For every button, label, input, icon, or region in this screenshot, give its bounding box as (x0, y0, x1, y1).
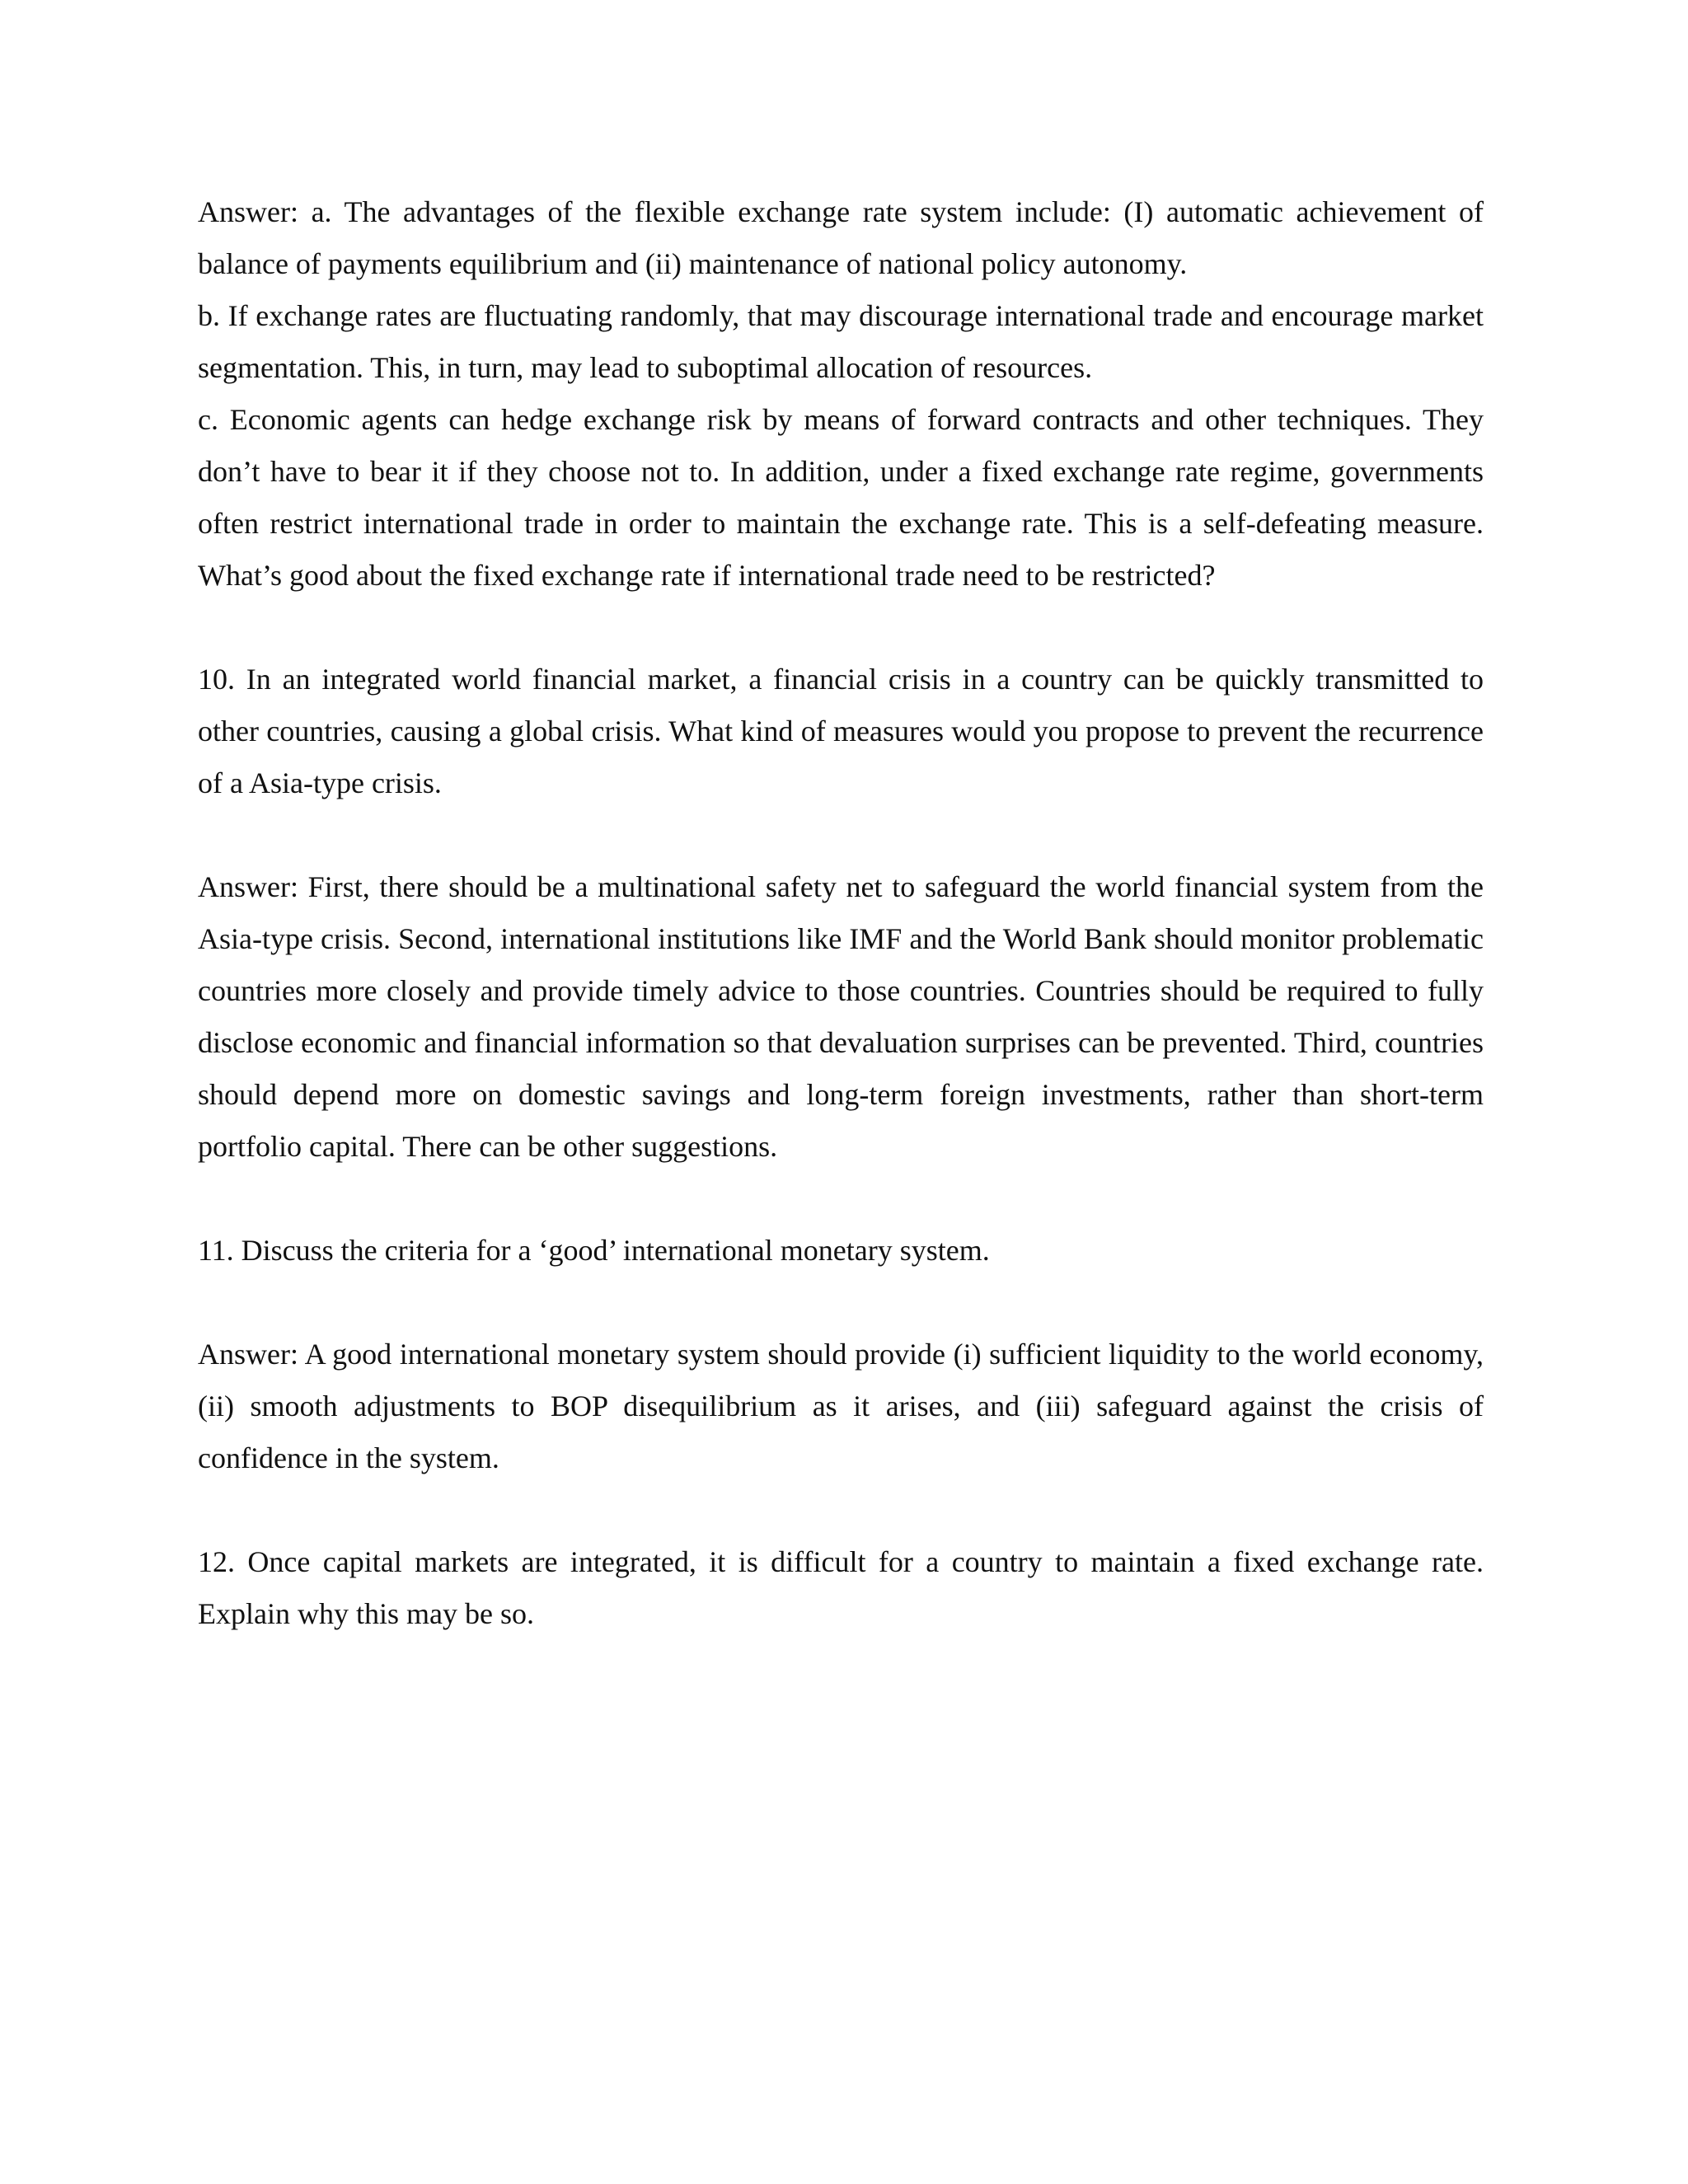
answer-9c-paragraph: c. Economic agents can hedge exchange risk by means of forward contracts and other techniques. They don’t have to bear it if they choose not to. In addition, under a fixed exchange rate regime, governments often restrict international trade in order to maintain the exchange rate. This is a self-defeating measure. What’s good about the fixed exchange rate if international trade need to be restricted? (198, 403, 1484, 592)
paragraph-spacer (198, 602, 1484, 654)
answer-9a-paragraph: Answer: a. The advantages of the flexible exchange rate system include: (I) automatic achievement of balance of payments equilibrium and (ii) maintenance of national policy autonomy. (198, 195, 1484, 280)
question-11-paragraph: 11. Discuss the criteria for a ‘good’ international monetary system. (198, 1234, 990, 1267)
paragraph-spacer (198, 1173, 1484, 1225)
answer-11-paragraph: Answer: A good international monetary system should provide (i) sufficient liquidity to the world economy, (ii) smooth adjustments to BOP disequilibrium as it arises, and (iii) safeguard against the crisis of confidence in the system. (198, 1338, 1484, 1474)
question-12-paragraph: 12. Once capital markets are integrated, it is difficult for a country to maintain a fixed exchange rate. Explain why this may be so. (198, 1545, 1484, 1630)
question-10-paragraph: 10. In an integrated world financial market, a financial crisis in a country can be quickly transmitted to other countries, causing a global crisis. What kind of measures would you propose to prevent the recurrence of a Asia-type crisis. (198, 663, 1484, 799)
paragraph-spacer (198, 809, 1484, 861)
paragraph-spacer (198, 1484, 1484, 1536)
document-body (198, 186, 1484, 1640)
paragraph-spacer (198, 1277, 1484, 1329)
answer-10-paragraph: Answer: First, there should be a multinational safety net to safeguard the world financial system from the Asia-type crisis. Second, international institutions like IMF and the World Bank should monitor problematic countries more closely and provide timely advice to those countries. Countries should be required to fully disclose economic and financial information so that devaluation surprises can be prevented. Third, countries should depend more on domestic savings and long-term foreign investments, rather than short-term portfolio capital. There can be other suggestions. (198, 870, 1484, 1163)
answer-9b-paragraph: b. If exchange rates are fluctuating randomly, that may discourage international trade and encourage market segmentation. This, in turn, may lead to suboptimal allocation of resources. (198, 299, 1484, 384)
